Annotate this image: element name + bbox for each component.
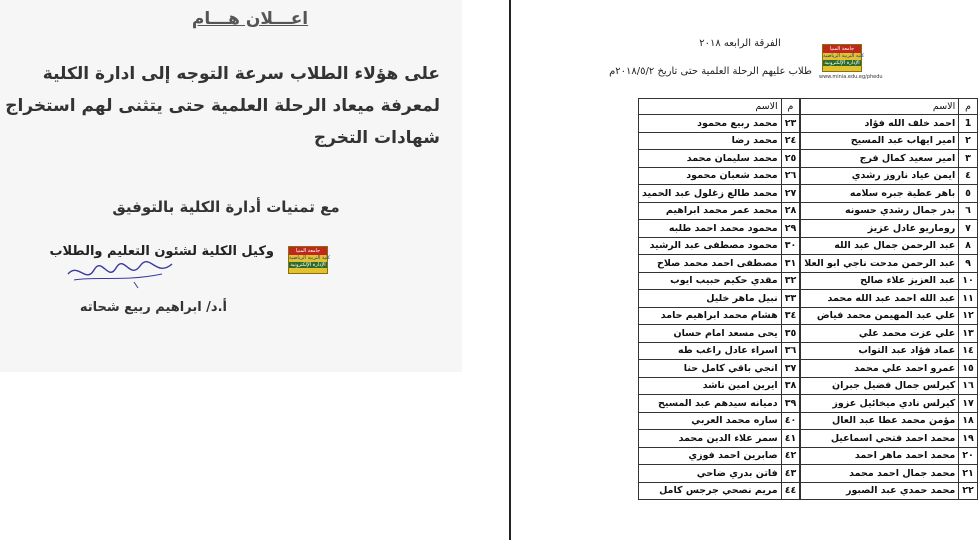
- roster-no: ٣٢: [781, 272, 800, 290]
- roster-name: روماريو عادل عزيز: [801, 220, 959, 238]
- table-row: [639, 115, 978, 133]
- roster-name: امير ايهاب عبد المسيح: [801, 132, 959, 150]
- table-row: [639, 290, 978, 308]
- roster-name: فاتن بدري ضاحي: [639, 465, 782, 483]
- roster-name: محمد ربيع محمود: [639, 115, 782, 133]
- roster-name: عماد فؤاد عبد التواب: [801, 342, 959, 360]
- column-separator: [800, 115, 801, 133]
- column-separator: [800, 185, 801, 203]
- roster-name: مقدي حكيم حبيب ايوب: [639, 272, 782, 290]
- roster-no: ٢١: [959, 465, 978, 483]
- roster-no: ٢٤: [781, 132, 800, 150]
- roster-no: ٢: [959, 132, 978, 150]
- column-separator: [800, 465, 801, 483]
- roster-no: ٤٠: [781, 412, 800, 430]
- column-separator: [800, 307, 801, 325]
- roster-name: عبد الله احمد عبد الله محمد: [801, 290, 959, 308]
- roster-name: هشام محمد ابراهيم حامد: [639, 307, 782, 325]
- column-separator: [800, 325, 801, 343]
- roster-name: عمرو احمد علي محمد: [801, 360, 959, 378]
- faculty-logo-small: جامعة المنيا كلية التربية الرياضية الإدارة الإلكترونية: [822, 44, 862, 72]
- roster-no: ١١: [959, 290, 978, 308]
- roster-no: ٥: [959, 185, 978, 203]
- roster-no: ١٩: [959, 430, 978, 448]
- table-row: [639, 202, 978, 220]
- roster-name: علي عزت محمد علي: [801, 325, 959, 343]
- roster-no: ٤٣: [781, 465, 800, 483]
- roster-name: عبد الرحمن مدحت ناجي ابو العلا: [801, 255, 959, 273]
- announcement-body: [5, 58, 440, 154]
- roster-no: ٣: [959, 150, 978, 168]
- column-separator: [800, 202, 801, 220]
- roster-no: ١٨: [959, 412, 978, 430]
- roster-name: صابرين احمد فوزي: [639, 447, 782, 465]
- roster-no: ١٦: [959, 377, 978, 395]
- announcement-page: [0, 0, 462, 372]
- column-separator: [800, 482, 801, 500]
- roster-name: عبد الرحمن جمال عبد الله: [801, 237, 959, 255]
- table-row: [639, 255, 978, 273]
- column-separator: [800, 255, 801, 273]
- column-separator: [800, 395, 801, 413]
- roster-name: محمد جمال احمد محمد: [801, 465, 959, 483]
- table-row: [639, 325, 978, 343]
- table-row: [639, 360, 978, 378]
- column-separator: [800, 430, 801, 448]
- roster-no: ٣٧: [781, 360, 800, 378]
- roster-name: محمد احمد فتحي اسماعيل: [801, 430, 959, 448]
- column-separator: [800, 412, 801, 430]
- roster-no: ٢٢: [959, 482, 978, 500]
- roster-no: ٤٢: [781, 447, 800, 465]
- roster-name: بدر جمال رشدي حسونه: [801, 202, 959, 220]
- roster-name: محمد رضا: [639, 132, 782, 150]
- roster-name: ايمن عياد ناروز رشدي: [801, 167, 959, 185]
- roster-name: سمر علاء الدين محمد: [639, 430, 782, 448]
- roster-no: ٢٧: [781, 185, 800, 203]
- table-row: [639, 465, 978, 483]
- roster-no: ٣٥: [781, 325, 800, 343]
- column-separator: [800, 220, 801, 238]
- roster-name: مؤمن محمد عطا عبد العال: [801, 412, 959, 430]
- roster-no: ٤: [959, 167, 978, 185]
- roster-name: محمد عمر محمد ابراهيم: [639, 202, 782, 220]
- table-body: [639, 115, 978, 500]
- roster-name: محمد طالع زغلول عبد الحميد: [639, 185, 782, 203]
- roster-no: ٣٣: [781, 290, 800, 308]
- roster-no: ٧: [959, 220, 978, 238]
- roster-no: ٣٠: [781, 237, 800, 255]
- announcement-title: اعـــلان هـــام: [191, 9, 309, 29]
- table-row: [639, 272, 978, 290]
- column-separator: [800, 150, 801, 168]
- table-row: [639, 395, 978, 413]
- roster-name: مريم نصحي جرجس كامل: [639, 482, 782, 500]
- roster-no: ٢٠: [959, 447, 978, 465]
- table-row: [639, 132, 978, 150]
- roster-no: ٣٦: [781, 342, 800, 360]
- roster-subheading: طلاب عليهم الرحلة العلمية حتى تاريخ ٢٠١٨/٥/٢م: [609, 66, 812, 77]
- roster-no: ١٢: [959, 307, 978, 325]
- roster-name: انجي باقي كامل حنا: [639, 360, 782, 378]
- roster-name: محمود مصطفى عبد الرشيد: [639, 237, 782, 255]
- roster-name: كيرلس جمال فضيل جبران: [801, 377, 959, 395]
- table-header-row: [639, 99, 978, 115]
- roster-no: ١٧: [959, 395, 978, 413]
- column-separator: [800, 167, 801, 185]
- header-name: الاسم: [639, 99, 782, 115]
- column-separator: [800, 342, 801, 360]
- table-row: [639, 430, 978, 448]
- table-row: [639, 377, 978, 395]
- column-separator: [800, 132, 801, 150]
- signature-graphic: [64, 256, 184, 290]
- roster-name: امير سعيد كمال فرج: [801, 150, 959, 168]
- column-separator: [800, 447, 801, 465]
- roster-no: ١٥: [959, 360, 978, 378]
- roster-no: ٣٩: [781, 395, 800, 413]
- roster-no: ٣٤: [781, 307, 800, 325]
- roster-heading: الفرقة الرابعه ٢٠١٨: [699, 38, 781, 49]
- page-divider: [509, 0, 511, 540]
- body-line: على هؤلاء الطلاب سرعة التوجه إلى ادارة الكلية: [42, 64, 440, 84]
- roster-no: ٢٦: [781, 167, 800, 185]
- roster-no: ١٣: [959, 325, 978, 343]
- roster-name: كيرلس نادي ميخائيل عزوز: [801, 395, 959, 413]
- column-separator: [800, 237, 801, 255]
- roster-name: دميانه سيدهم عبد المسيح: [639, 395, 782, 413]
- roster-no: ٨: [959, 237, 978, 255]
- column-separator: [800, 272, 801, 290]
- signatory-name: أ.د/ ابراهيم ربيع شحاته: [79, 300, 227, 315]
- roster-no: 1: [959, 115, 978, 133]
- table-row: [639, 447, 978, 465]
- roster-name: ايرين امين ناشد: [639, 377, 782, 395]
- roster-name: ساره محمد العربي: [639, 412, 782, 430]
- roster-no: ٢٥: [781, 150, 800, 168]
- logo-url: www.minia.edu.eg/phedu: [819, 74, 883, 80]
- roster-no: ٣١: [781, 255, 800, 273]
- vice-dean-title: وكيل الكلية لشئون التعليم والطلاب: [49, 244, 274, 259]
- column-separator: [800, 360, 801, 378]
- roster-name: محمود محمد احمد طلبه: [639, 220, 782, 238]
- column-separator: [800, 377, 801, 395]
- roster-name: يحى مسعد امام حسان: [639, 325, 782, 343]
- roster-name: محمد حمدي عبد الصبور: [801, 482, 959, 500]
- roster-no: ١٤: [959, 342, 978, 360]
- roster-no: ٣٨: [781, 377, 800, 395]
- table-row: [639, 482, 978, 500]
- table-row: [639, 237, 978, 255]
- table-row: [639, 220, 978, 238]
- body-line: شهادات التخرج: [313, 128, 440, 148]
- wishes-text: مع تمنيات أدارة الكلية بالتوفيق: [112, 198, 340, 216]
- roster-name: علي عبد المهيمن محمد فياض: [801, 307, 959, 325]
- roster-no: ٤٤: [781, 482, 800, 500]
- table-row: [639, 342, 978, 360]
- roster-name: عبد العزيز علاء صالح: [801, 272, 959, 290]
- table-row: [639, 185, 978, 203]
- column-separator: [800, 290, 801, 308]
- roster-no: ١٠: [959, 272, 978, 290]
- body-line: لمعرفة ميعاد الرحلة العلمية حتى يتثنى لهم استخراج: [5, 96, 440, 116]
- roster-name: مصطفى احمد محمد صلاح: [639, 255, 782, 273]
- roster-no: ٢٨: [781, 202, 800, 220]
- roster-name: احمد خلف الله فؤاد: [801, 115, 959, 133]
- table-row: [639, 167, 978, 185]
- roster-no: ٢٩: [781, 220, 800, 238]
- header-no: م: [959, 99, 978, 115]
- roster-no: ٩: [959, 255, 978, 273]
- roster-name: محمد شعبان محمود: [639, 167, 782, 185]
- table-row: [639, 150, 978, 168]
- roster-no: ٦: [959, 202, 978, 220]
- table-row: [639, 307, 978, 325]
- roster-name: نبيل ماهر خليل: [639, 290, 782, 308]
- roster-name: محمد سليمان محمد: [639, 150, 782, 168]
- roster-name: اسراء عادل راغب طه: [639, 342, 782, 360]
- roster-name: محمد احمد ماهر احمد: [801, 447, 959, 465]
- header-no: م: [781, 99, 800, 115]
- faculty-logo: جامعة المنيا كلية التربية الرياضية الإدارة الإلكترونية: [288, 246, 328, 274]
- header-name: الاسم: [801, 99, 959, 115]
- students-table: [638, 98, 978, 500]
- roster-no: ٤١: [781, 430, 800, 448]
- roster-name: باهر عطية جبره سلامه: [801, 185, 959, 203]
- table-row: [639, 412, 978, 430]
- roster-no: ٢٣: [781, 115, 800, 133]
